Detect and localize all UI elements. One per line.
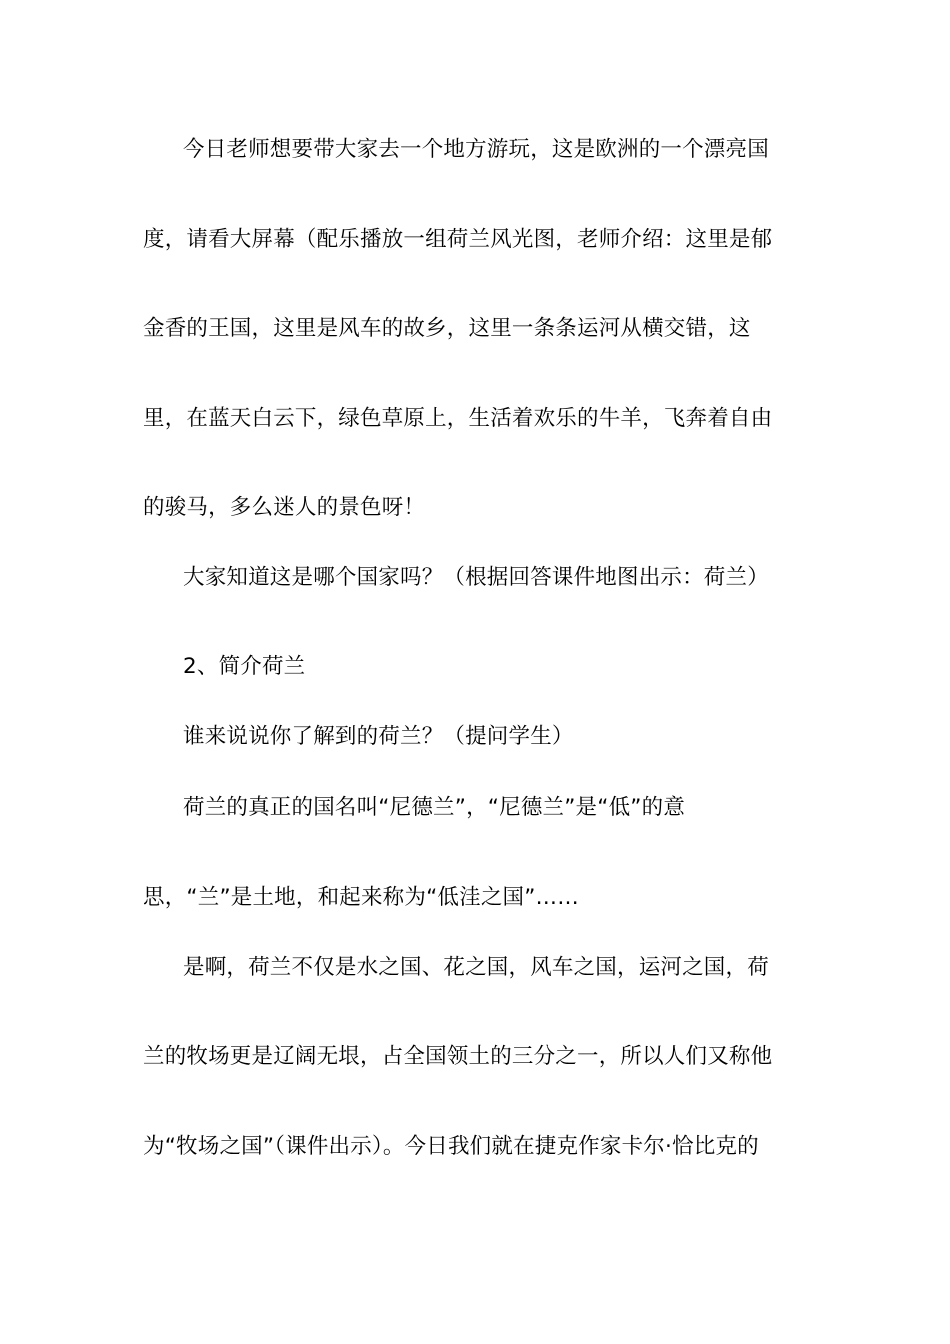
paragraph-5-line-3: 为“牧场之国”（课件出示）。今日我们就在捷克作家卡尔·恰比克的 [143, 1134, 759, 1159]
paragraph-3-line-1: 谁来说说你了解到的荷兰？（提问学生） [183, 724, 574, 749]
paragraph-4-line-1: 荷兰的真正的国名叫“尼德兰”，“尼德兰”是“低”的意 [183, 795, 686, 820]
paragraph-1-line-4: 里，在蓝天白云下，绿色草原上，生活着欢乐的牛羊，飞奔着自由 [143, 406, 773, 431]
section-heading: 2、简介荷兰 [183, 654, 306, 679]
paragraph-1-line-2: 度，请看大屏幕（配乐播放一组荷兰风光图，老师介绍：这里是郁 [143, 227, 773, 252]
paragraph-1-line-3: 金香的王国，这里是风车的故乡，这里一条条运河从横交错，这 [143, 316, 751, 341]
paragraph-1-line-1: 今日老师想要带大家去一个地方游玩，这是欧洲的一个漂亮国 [183, 137, 769, 162]
paragraph-2-line-1: 大家知道这是哪个国家吗？（根据回答课件地图出示：荷兰） [183, 565, 769, 590]
paragraph-5-line-1: 是啊，荷兰不仅是水之国、花之国，风车之国，运河之国，荷 [183, 955, 769, 980]
paragraph-1-line-5: 的骏马，多么迷人的景色呀！ [143, 495, 426, 520]
paragraph-4-line-2: 思，“兰”是土地，和起来称为“低洼之国”…… [143, 885, 579, 910]
paragraph-5-line-2: 兰的牧场更是辽阔无垠，占全国领土的三分之一，所以人们又称他 [143, 1044, 773, 1069]
